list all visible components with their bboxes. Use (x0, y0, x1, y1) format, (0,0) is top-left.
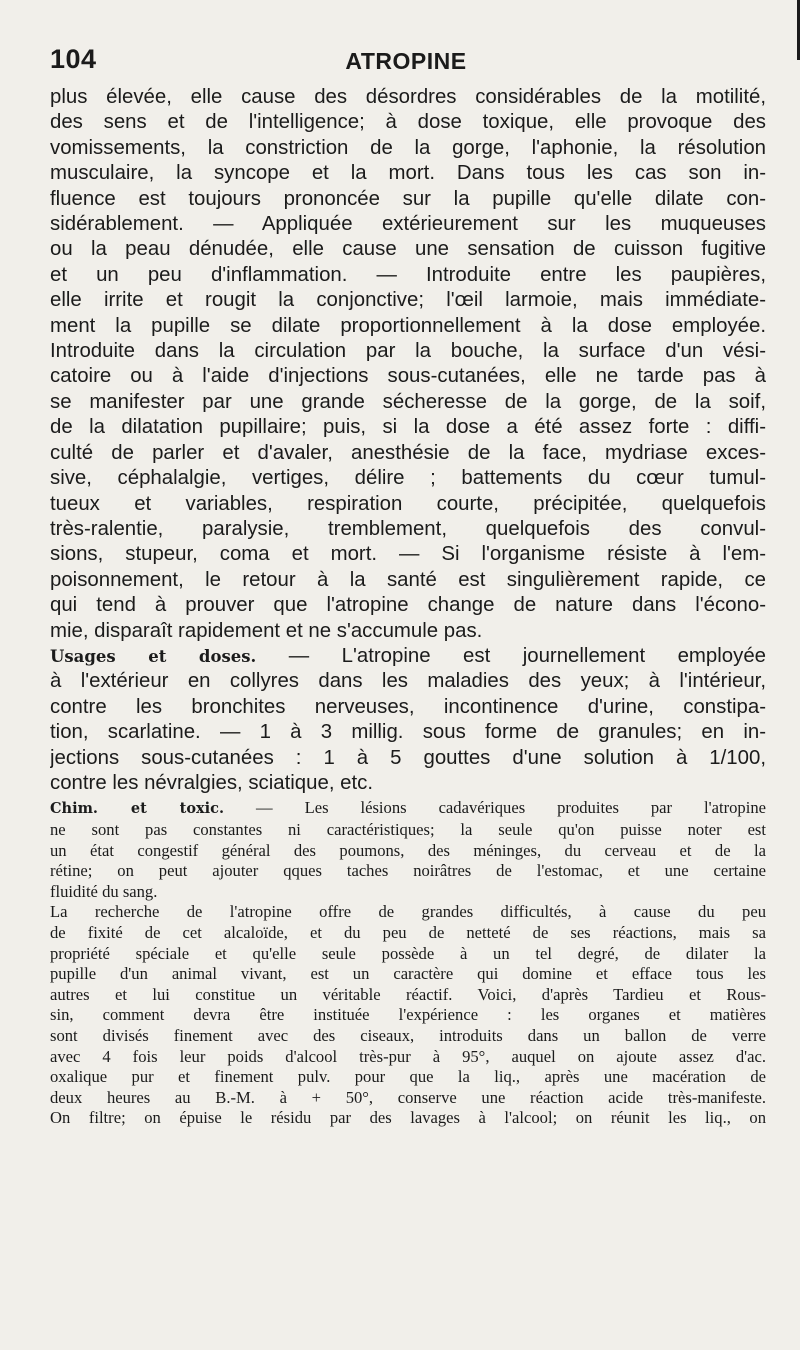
recherche-text-line: avec 4 fois leur poids d'alcool très-pur à 95°, auquel on ajoute assez d'ac. (50, 1046, 766, 1066)
recherche-text-line: On filtre; on épuise le résidu par des lavages à l'alcool; on réunit les liq., on (50, 1108, 766, 1128)
effects-text-line: vomissements, la constriction de la gorge, l'aphonie, la résolution (50, 136, 766, 159)
recherche-text-line: sont divisés finement avec des ciseaux, introduits dans un ballon de verre (50, 1025, 766, 1045)
effects-text-line: culté de parler et d'avaler, anesthésie de la face, mydriase exces- (50, 441, 766, 464)
recherche-text-line: de fixité de cet alcaloïde, et du peu de netteté de ses réactions, mais sa (50, 922, 766, 942)
recherche-text-line: La recherche de l'atropine offre de grandes difficultés, à cause du peu (50, 902, 766, 922)
running-title: ATROPINE (345, 48, 467, 74)
chim-first-line (50, 798, 766, 820)
effects-text-line: elle irrite et rougit la conjonctive; l'œil larmoie, mais immédiate- (50, 289, 766, 312)
effects-text-line: musculaire, la syncope et la mort. Dans tous les cas son in- (50, 162, 766, 185)
effects-text-line: se manifester par une grande sécheresse de la gorge, de la soif, (50, 390, 766, 413)
effects-text-line: de la dilatation pupillaire; puis, si la dose a été assez forte : diffi- (50, 416, 766, 439)
paragraph-recherche (50, 902, 766, 1129)
effects-text-line: Introduite dans la circulation par la bouche, la surface d'un vési- (50, 340, 766, 363)
effects-text-line: fluence est toujours prononcée sur la pupille qu'elle dilate con- (50, 187, 766, 210)
recherche-text-line: pupille d'un animal vivant, est un caractère qui domine et efface tous les (50, 964, 766, 984)
effects-text-line: qui tend à prouver que l'atropine change de nature dans l'écono- (50, 594, 766, 617)
chim-text-line: rétine; on peut ajouter qques taches noirâtres de l'estomac, et une certaine (50, 861, 766, 881)
effects-text-line: tueux et variables, respiration courte, précipitée, quelquefois (50, 492, 766, 515)
page-body (50, 85, 766, 1129)
effects-text-line: plus élevée, elle cause des désordres considérables de la motilité, (50, 86, 766, 108)
effects-text-line: ou la peau dénudée, elle cause une sensation de cuisson fugitive (50, 238, 766, 261)
usages-first-line-text: — L'atropine est journellement employée (256, 644, 766, 667)
chim-heading: Chim. et toxic. (50, 800, 225, 818)
recherche-text-line: deux heures au B.-M. à + 50°, conserve une réaction acide très-manifeste. (50, 1087, 766, 1107)
usages-first-line (50, 644, 766, 669)
effects-text-line: ment la pupille se dilate proportionnellement à la dose employée. (50, 314, 766, 337)
page-header (50, 44, 762, 78)
effects-text-line: sions, stupeur, coma et mort. — Si l'organisme résiste à l'em- (50, 543, 766, 566)
paragraph-chim (50, 798, 766, 902)
recherche-text-line: autres et lui constitue un véritable réactif. Voici, d'après Tardieu et Rous- (50, 984, 766, 1004)
effects-text-line: très-ralentie, paralysie, tremblement, quelquefois des convul- (50, 517, 766, 540)
chim-text-line: ne sont pas constantes ni caractéristiques; la seule qu'on puisse noter est (50, 819, 766, 839)
page-number: 104 (50, 44, 97, 74)
chim-first-line-text: — Les lésions cadavériques produites par l'atropine (224, 798, 766, 818)
recherche-text-line: oxalique pur et finement pulv. pour que la liq., après une macération de (50, 1067, 766, 1087)
usages-text-line: à l'extérieur en collyres dans les maladies des yeux; à l'intérieur, (50, 670, 766, 693)
effects-text-line: sive, céphalalgie, vertiges, délire ; battements du cœur tumul- (50, 467, 766, 490)
recherche-text-line: sin, comment devra être instituée l'expérience : les organes et matières (50, 1005, 766, 1025)
effects-text-line: et un peu d'inflammation. — Introduite entre les paupières, (50, 263, 766, 286)
usages-text-line: tion, scarlatine. — 1 à 3 millig. sous forme de granules; en in- (50, 721, 766, 744)
chim-toxic-block (50, 798, 766, 1129)
effects-text-line: des sens et de l'intelligence; à dose toxique, elle provoque des (50, 111, 766, 134)
effects-text-line: catoire ou à l'aide d'injections sous-cutanées, elle ne tarde pas à (50, 365, 766, 388)
effects-text-line: poisonnement, le retour à la santé est singulièrement rapide, ce (50, 568, 766, 591)
paragraph-usages (50, 644, 766, 796)
chim-text-line: un état congestif général des poumons, des méninges, du cerveau et de la (50, 840, 766, 860)
chim-text-line: fluidité du sang. (50, 881, 158, 901)
paragraph-effects (50, 85, 766, 644)
usages-text-line: contre les bronchites nerveuses, incontinence d'urine, constipa- (50, 695, 766, 718)
usages-heading: Usages et doses. (50, 646, 257, 666)
recherche-text-line: propriété spéciale et qu'elle seule possède à un tel degré, de dilater la (50, 943, 766, 963)
usages-text-line: contre les névralgies, sciatique, etc. (50, 771, 374, 794)
effects-text-line: mie, disparaît rapidement et ne s'accumule pas. (50, 619, 483, 642)
effects-text-line: sidérablement. — Appliquée extérieurement sur les muqueuses (50, 213, 766, 236)
usages-text-line: jections sous-cutanées : 1 à 5 gouttes d'une solution à 1/100, (50, 746, 766, 769)
